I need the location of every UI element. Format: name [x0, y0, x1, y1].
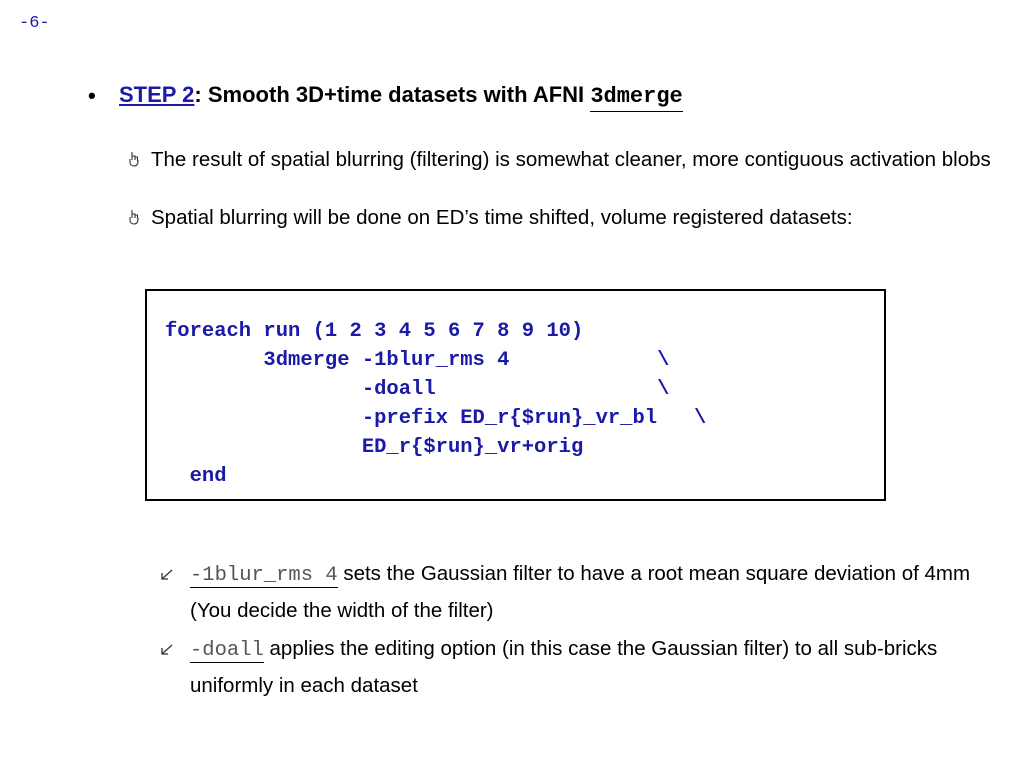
heading-text: Smooth 3D+time datasets with AFNI	[207, 82, 585, 107]
code-block	[165, 317, 706, 491]
code-line: foreach run (1 2 3 4 5 6 7 8 9 10)	[165, 320, 584, 343]
hand-pointer-icon	[127, 151, 140, 167]
note-option: -doall	[190, 639, 264, 662]
code-line: -doall \	[165, 378, 670, 401]
code-line: 3dmerge -1blur_rms 4 \	[165, 349, 670, 372]
sub-bullet-text: The result of spatial blurring (filtering) is somewhat cleaner, more contiguous activation blobs	[151, 148, 991, 171]
note-text	[190, 556, 980, 628]
heading-separator: :	[194, 82, 202, 107]
main-bullet: •	[88, 83, 96, 108]
note-option: -1blur_rms 4	[190, 564, 338, 587]
arrow-down-left-icon	[160, 569, 174, 581]
page-number: -6-	[19, 14, 50, 33]
code-line: end	[165, 465, 227, 488]
heading-command: 3dmerge	[590, 84, 682, 112]
step-heading	[119, 82, 683, 109]
step-label-link[interactable]: STEP 2	[119, 82, 195, 107]
hand-pointer-icon	[127, 209, 140, 225]
sub-bullet-text: Spatial blurring will be done on ED’s time shifted, volume registered datasets:	[151, 206, 853, 229]
code-line: -prefix ED_r{$run}_vr_bl \	[165, 407, 707, 430]
note-text	[190, 631, 980, 703]
code-line: ED_r{$run}_vr+orig	[165, 436, 584, 459]
arrow-down-left-icon	[160, 644, 174, 656]
note-description: applies the editing option (in this case the Gaussian filter) to all sub-bricks uniformly in each dataset	[190, 637, 938, 697]
note-description: sets the Gaussian filter to have a root mean square deviation of 4mm (You decide the width of the filter)	[190, 562, 971, 622]
